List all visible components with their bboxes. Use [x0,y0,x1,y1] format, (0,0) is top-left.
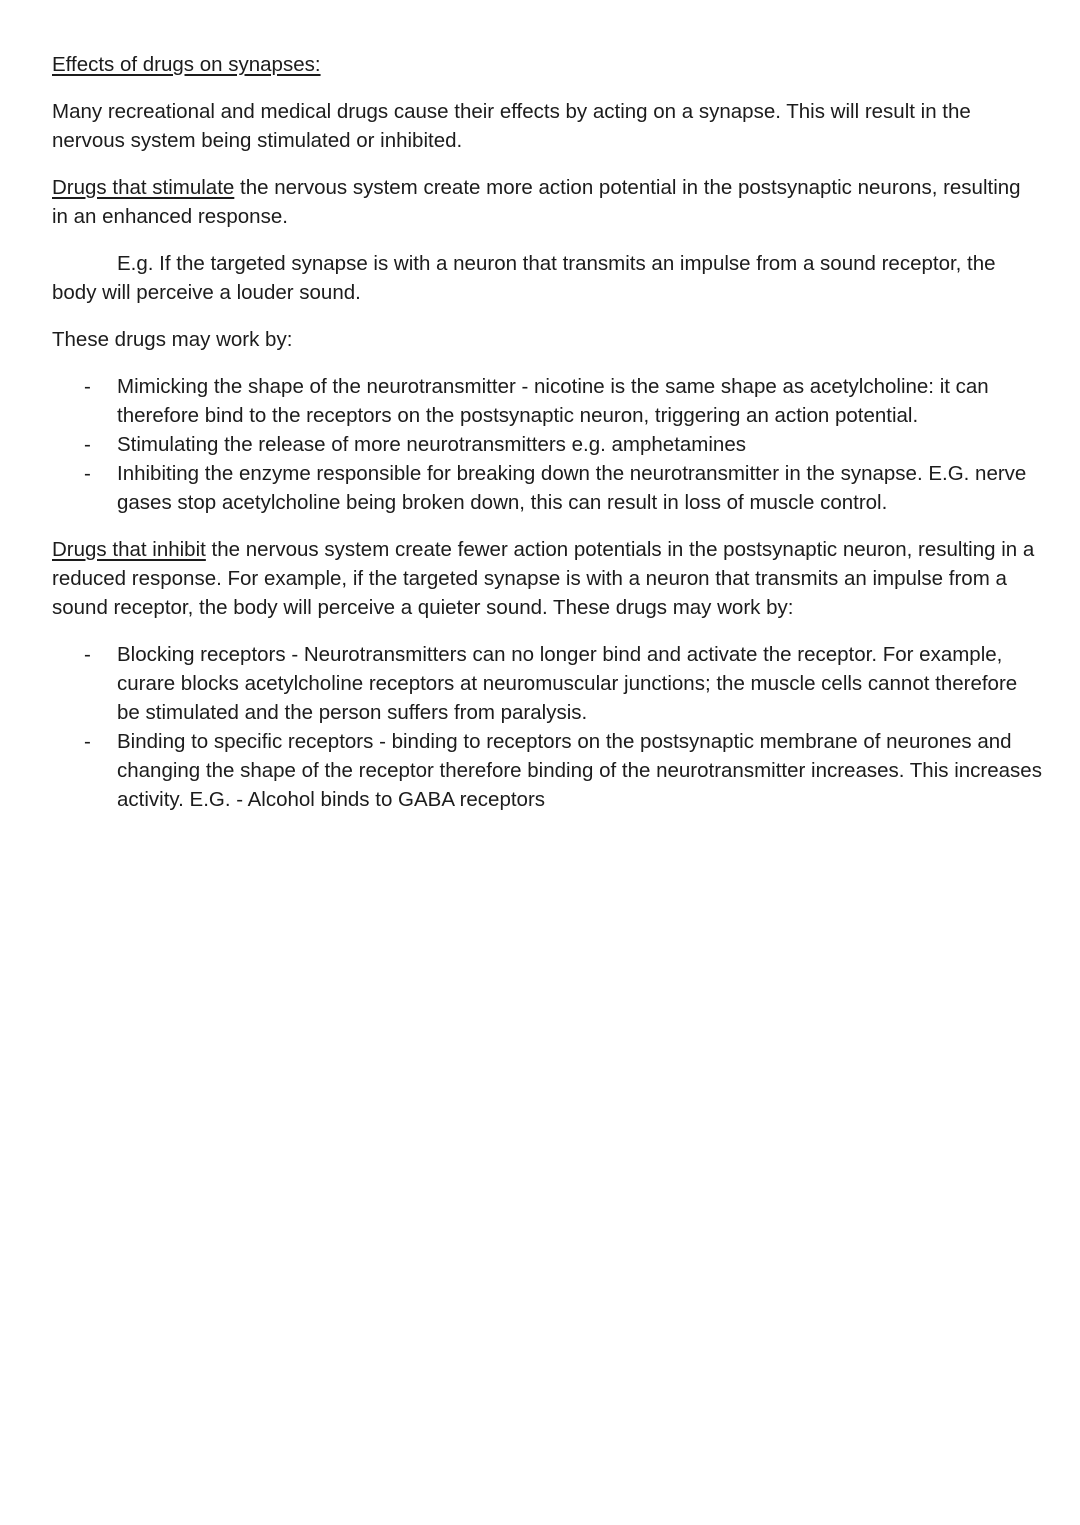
bullet-dash: - [84,433,91,456]
stimulate-lead: These drugs may work by: [52,328,293,351]
list-item [84,640,1042,727]
stimulate-term: Drugs that stimulate [52,176,235,199]
page-title: Effects of drugs on synapses: [52,53,321,76]
stimulate-paragraph [52,173,1042,231]
list-item-text: Binding to specific receptors - binding to receptors on the postsynaptic membrane of neurones and changing the shape of the receptor therefore binding of the neurotransmitter increases. This increases activity. E.G. - Alcohol binds to GABA receptors [117,730,1042,811]
list-item [84,372,1042,430]
list-item-text: Inhibiting the enzyme responsible for breaking down the neurotransmitter in the synapse. E.G. nerve gases stop acetylcholine being broken down, this can result in loss of muscle control. [117,462,1027,514]
document-page [52,50,1042,832]
list-item-text: Mimicking the shape of the neurotransmitter - nicotine is the same shape as acetylcholine: it can therefore bind to the receptors on the postsynaptic neuron, triggering an action potential. [117,375,989,427]
inhibit-text: the nervous system create fewer action potentials in the postsynaptic neuron, resulting in a reduced response. For example, if the targeted synapse is with a neuron that transmits an impulse from a sound receptor, the body will perceive a quieter sound. These drugs may work by: [52,538,1035,619]
list-item [84,727,1042,814]
stimulate-example: E.g. If the targeted synapse is with a neuron that transmits an impulse from a sound receptor, the body will perceive a louder sound. [52,252,996,304]
bullet-dash: - [84,730,91,753]
list-item [84,459,1042,517]
list-item [84,430,1042,459]
inhibit-list [52,640,1042,814]
inhibit-paragraph [52,535,1042,622]
list-item-text: Blocking receptors - Neurotransmitters can no longer bind and activate the receptor. For example, curare blocks acetylcholine receptors at neuromuscular junctions; the muscle cells cannot therefore be stimulated and the person suffers from paralysis. [117,643,1018,724]
bullet-dash: - [84,375,91,398]
stimulate-list [52,372,1042,517]
intro-paragraph: Many recreational and medical drugs cause their effects by acting on a synapse. This will result in the nervous system being stimulated or inhibited. [52,100,971,152]
bullet-dash: - [84,643,91,666]
bullet-dash: - [84,462,91,485]
list-item-text: Stimulating the release of more neurotransmitters e.g. amphetamines [117,433,746,456]
inhibit-term: Drugs that inhibit [52,538,206,561]
stimulate-text: the nervous system create more action potential in the postsynaptic neurons, resulting in an enhanced response. [52,176,1021,228]
